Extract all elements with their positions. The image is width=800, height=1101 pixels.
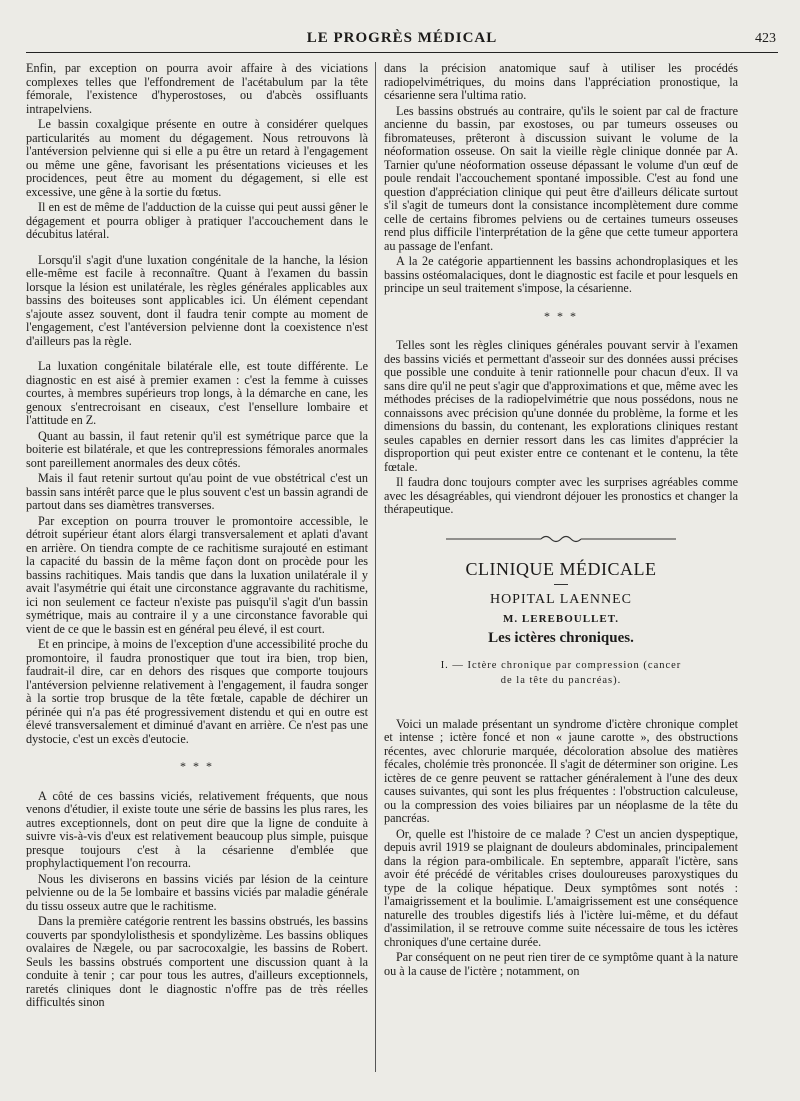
section-title: CLINIQUE MÉDICALE	[465, 558, 657, 579]
paragraph: Le bassin coxalgique présente en outre à considérer quelques particularités au moment du dégagement. Nous retrouvons là l'antéversion pelvienne qui si elle a pu être un retard à l'engagement ou même une gêne, favorisant les présentations vicieuses et les procidences, peut être au moment du dégagement, si elle est excessive, une gêne à la sortie du fœtus.	[26, 117, 368, 199]
paragraph: Voici un malade présentant un syndrome d'ictère chronique complet et intense ; ictère foncé et non « jaune carotte », des obstructions récentes, avec chlorurie marquée, décoloration absolue des matières fécales, cholémie très prononcée. Il s'agit de déterminer son origine. Les ictères de ce genre peuvent se rattacher généralement à l'une des deux causes suivantes, qui sont les plus fréquentes : l'obstruction calculeuse, ou la compression des voies biliaires par un néoplasme de la tête du pancréas.	[384, 716, 738, 825]
paragraph: Il en est de même de l'adduction de la cuisse qui peut aussi gêner le dégagement et pourra obliger à pratiquer l'accouchement dans le décubitus latéral.	[26, 200, 368, 241]
page-number: 423	[755, 31, 776, 46]
paragraph: A la 2e catégorie appartiennent les bassins achondroplasiques et les bassins ostéomalaciques, dont le diagnostic est facile et pour lesquels en principe un seul traitement s'impose, la césarienne.	[384, 254, 738, 295]
subheading-line: I. — Ictère chronique par compression (cancer	[440, 659, 682, 671]
lecture-title: Les ictères chroniques.	[488, 630, 634, 646]
column-divider	[375, 62, 376, 1072]
running-header	[26, 26, 778, 53]
paragraph: Quant au bassin, il faut retenir qu'il est symétrique parce que la boiterie est bilatérale, et que les contrepressions fémorales anormales sont pareillement anormales des deux côtés.	[26, 428, 368, 470]
paragraph: Mais il faut retenir surtout qu'au point de vue obstétrical c'est un bassin sans intérêt parce que le plus souvent c'est un bassin agrandi de partout dans ses diamètres transverses.	[26, 471, 368, 512]
paragraph: Nous les diviserons en bassins viciés par lésion de la ceinture pelvienne ou de la 5e lombaire et bassins viciés par maladie générale du tissu osseux autre que le rachitisme.	[26, 871, 368, 913]
paragraph: Enfin, par exception on pourra avoir affaire à des viciations complexes telles que l'effondrement de l'acétabulum par la tête fémorale, l'existence d'hyperostoses, ou d'abcès ossifluants intrapelviens.	[26, 61, 368, 116]
journal-title: LE PROGRÈS MÉDICAL	[306, 30, 498, 46]
right-column	[384, 62, 738, 980]
paragraph: Telles sont les règles cliniques générales pouvant servir à l'examen des bassins viciés et permettant d'asseoir sur des données aussi précises que possible une conduite à tenir rationnelle pour chacun d'eux. Il va sans dire qu'il ne peut s'agir que d'approximations et que, même avec les méthodes précises de la radiopelvimétrie que nous possédons, nous ne connaissons avec précision qu'une donnée du problème, la forme et les dimensions du bassin, du contenant, les explorations cliniques restant seules capables en dernier ressort dans les cas limites d'apprécier la disproportion qui peut exister entre ce contenant et le contenu, la tête fœtale.	[384, 338, 738, 474]
paragraph: dans la précision anatomique sauf à utiliser les procédés radiopelvimétriques, du moins dans l'appréciation pronostique, la césarienne sera l'ultima ratio.	[384, 61, 738, 102]
author-name: M. LEREBOULLET.	[503, 612, 619, 625]
paragraph: Lorsqu'il s'agit d'une luxation congénitale de la hanche, la lésion elle-même est facile à reconnaître. Quant à l'examen du bassin lorsque la lésion est unilatérale, les règles générales applicables aux bassins des boiteuses sont applicables ici. Un élément cependant s'ajoute assez souvent, dont il faudra tenir compte au moment de l'engagement, c'est l'antéversion pelvienne dont la coexistence n'est d'ailleurs pas la règle.	[26, 252, 368, 348]
ornamental-rule-icon	[446, 533, 676, 545]
paragraph: Et en principe, à moins de l'exception d'une accessibilité proche du promontoire, il faudra pronostiquer que tout ira bien, trop bien, faudrait-il dire, car en dehors des risques que comporte toujours l'antéversion pelvienne relativement à l'engagement, il faudra songer à la sortie trop brusque de la tête fœtale, capable de déchirer un périnée qui n'a pas été progressivement distendu et qui en outre est élevé transversalement et diminué d'avant en arrière. Ce n'est pas une dystocie, c'est un excès d'eutocie.	[26, 637, 368, 746]
paragraph: Par conséquent on ne peut rien tirer de ce symptôme quant à la nature ou à la cause de l'ictère ; notamment, on	[384, 950, 738, 978]
section-break-stars: * * *	[180, 759, 214, 773]
paragraph: La luxation congénitale bilatérale elle, est toute différente. Le diagnostic en est aisé à premier examen : c'est la femme à cuisses courtes, à membres supérieurs trop longs, à la démarche en cane, les genoux s'entrecroisant en ciseaux, c'est l'ensellure lombaire et l'attitude en Z.	[26, 359, 368, 427]
section-break-stars: * * *	[544, 308, 578, 323]
paragraph: Dans la première catégorie rentrent les bassins obstrués, les bassins couverts par spondylolisthesis et spondylizème. Les bassins obliques ovalaires de Nægele, ou par sacrocoxalgie, les bassins de Robert. Seuls les bassins obstrués comportent une discussion quant à la conduite à tenir ; car pour tous les autres, d'ailleurs exceptionnels, raretés cliniques dont le diagnostic n'offre pas de très réelles difficultés sinon	[26, 914, 368, 1009]
paragraph: Il faudra donc toujours compter avec les surprises agréables comme avec les désagréables, qui viendront déjouer les pronostics et changer la thérapeutique.	[384, 475, 738, 516]
subheading	[384, 658, 738, 688]
paragraph: Or, quelle est l'histoire de ce malade ? C'est un ancien dyspeptique, depuis avril 1919 se plaignant de douleurs abdominales, principalement dans la région para-ombilicale. En septembre, apparaît l'ictère, sans avoir été précédé de véritables crises douloureuses paroxystiques du type de la colique hépatique. Deux symptômes sont notés : l'amaigrissement et la boulimie. L'amaigrissement est une conséquence naturelle des troubles digestifs liés à l'ictère lui-même, et du défaut d'assimilation, il se retrouve comme suite nécessaire de tous les ictères chroniques d'une certaine durée.	[384, 826, 738, 949]
left-column	[26, 62, 368, 1012]
paragraph: A côté de ces bassins viciés, relativement fréquents, que nous venons d'étudier, il existe toute une série de bassins les plus rares, les autres exceptionnels, dont on peut dire que la ligne de conduite à suivre vis-à-vis d'eux est relativement beaucoup plus simple, puisque presque toujours c'est à la césarienne d'emblée que prophylactiquement l'on recourra.	[26, 788, 368, 870]
short-rule	[554, 584, 568, 585]
paragraph: Les bassins obstrués au contraire, qu'ils le soient par cal de fracture ancienne du bassin, par exostoses, ou par tumeurs osseuses ou fibromateuses, prêteront à discussion suivant le volume de la néoformation osseuse. On sait la vieille règle clinique donnée par A. Tarnier qu'une néoformation osseuse dépassant le volume d'un œuf de poule rendait l'accouchement spontané impossible. C'est au fond une question d'appréciation clinique qui peut être d'ailleurs délicate surtout s'il s'agit de tumeurs dont la consistance incomplètement dure comme celle de certains fibromes pelviens ou de certaines tumeurs osseuses rend plus difficile l'interprétation de la gêne que cette tumeur apportera au passage de l'enfant.	[384, 103, 738, 253]
subheading-line: de la tête du pancréas).	[500, 674, 622, 686]
hospital-name: HOPITAL LAENNEC	[489, 592, 633, 607]
paragraph: Par exception on pourra trouver le promontoire accessible, le détroit supérieur étant alors élargi transversalement et aplati d'avant en arrière. On tiendra compte de ce rachitisme surajouté en estimant la capacité du bassin de la même façon dont on procède pour les bassins rachitiques. Mais tandis que dans la luxation unilatérale il y avait l'asymétrie qui était une circonstance aggravante du rachitisme, ici non seulement ce facteur n'existe pas puisqu'il s'agit d'un bassin symétrique, mais au contraire il y a une circonstance favorable qui vient de ce que le bassin est en général peu élevé, il est court.	[26, 513, 368, 636]
